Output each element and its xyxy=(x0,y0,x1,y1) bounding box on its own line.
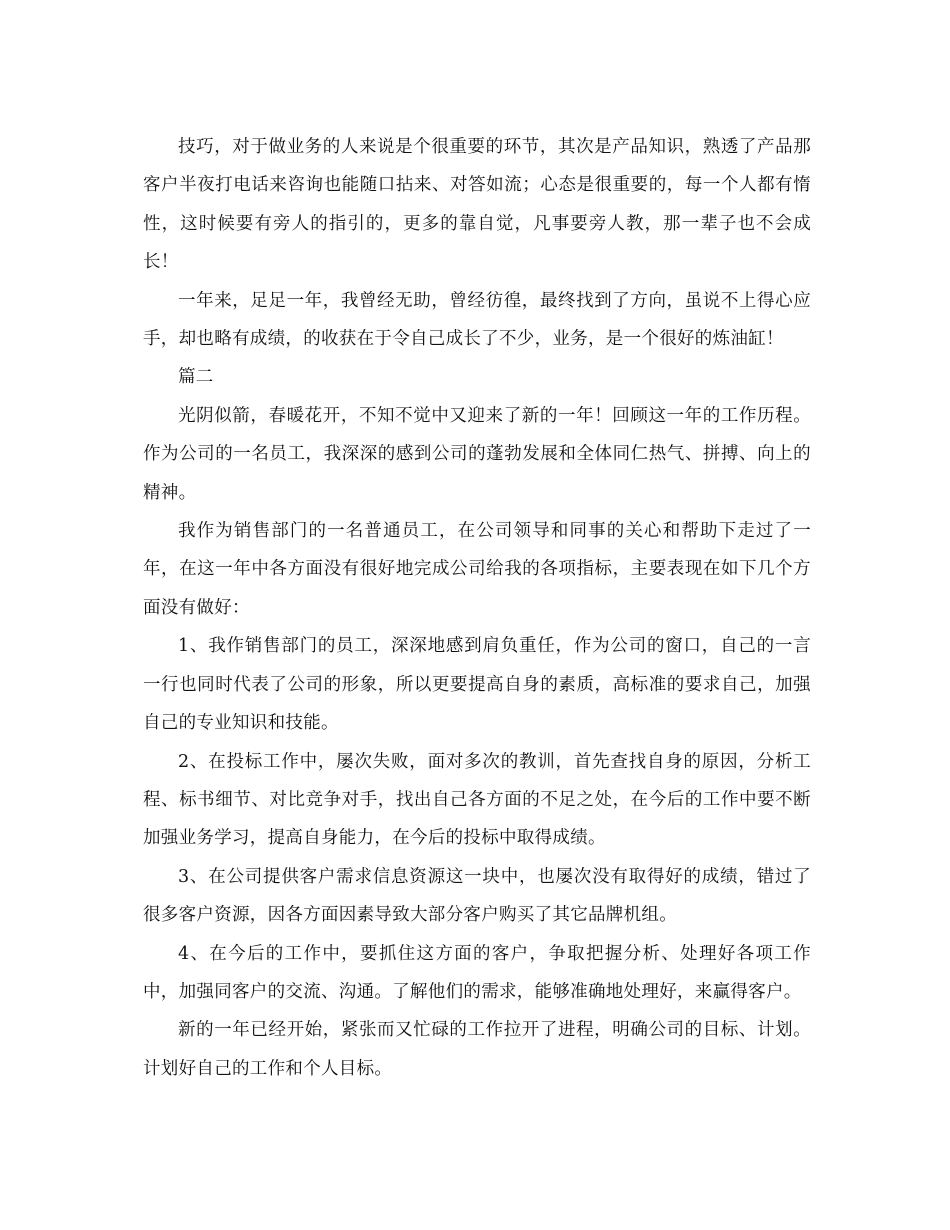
document-body xyxy=(143,128,811,1088)
paragraph-new-year: 光阴似箭，春暖花开，不知不觉中又迎来了新的一年！回顾这一年的工作历程。作为公司的一名员工，我深深的感到公司的蓬勃发展和全体同仁热气、拼搏、向上的精神。 xyxy=(143,405,811,503)
list-item-3: 3、在公司提供客户需求信息资源这一块中，也屡次没有取得好的成绩，错过了很多客户资源，因各方面因素导致大部分客户购买了其它品牌机组。 xyxy=(143,866,811,926)
list-item-2: 2、在投标工作中，屡次失败，面对多次的教训，首先查找自身的原因，分析工程、标书细节、对比竞争对手，找出自己各方面的不足之处，在今后的工作中要不断加强业务学习，提高自身能力，在今后的投标中取得成绩。 xyxy=(143,751,811,849)
paragraph-sales-skills: 技巧，对于做业务的人来说是个很重要的环节，其次是产品知识，熟透了产品那客户半夜打电话来咨询也能随口拈来、对答如流；心态是很重要的，每一个人都有惰性，这时候要有旁人的指引的，更多的靠自觉，凡事要旁人教，那一辈子也不会成长！ xyxy=(143,137,811,273)
paragraph-closing: 新的一年已经开始，紧张而又忙碌的工作拉开了进程，明确公司的目标、计划。计划好自己的工作和个人目标。 xyxy=(143,1020,811,1079)
list-item-1: 1、我作销售部门的员工，深深地感到肩负重任，作为公司的窗口，自己的一言一行也同时代表了公司的形象，所以更要提高自身的素质，高标准的要求自己，加强自己的专业知识和技能。 xyxy=(143,636,811,734)
list-item-4: 4、在今后的工作中，要抓住这方面的客户，争取把握分析、处理好各项工作中，加强同客户的交流、沟通。了解他们的需求，能够准确地处理好，来赢得客户。 xyxy=(143,943,811,1002)
paragraph-year-review: 一年来，足足一年，我曾经无助，曾经彷徨，最终找到了方向，虽说不上得心应手，却也略有成绩，的收获在于令自己成长了不少，业务，是一个很好的炼油缸！ xyxy=(143,290,811,350)
paragraph-intro: 我作为销售部门的一名普通员工，在公司领导和同事的关心和帮助下走过了一年，在这一年中各方面没有很好地完成公司给我的各项指标，主要表现在如下几个方面没有做好： xyxy=(143,521,811,618)
section-heading: 篇二 xyxy=(178,367,214,388)
